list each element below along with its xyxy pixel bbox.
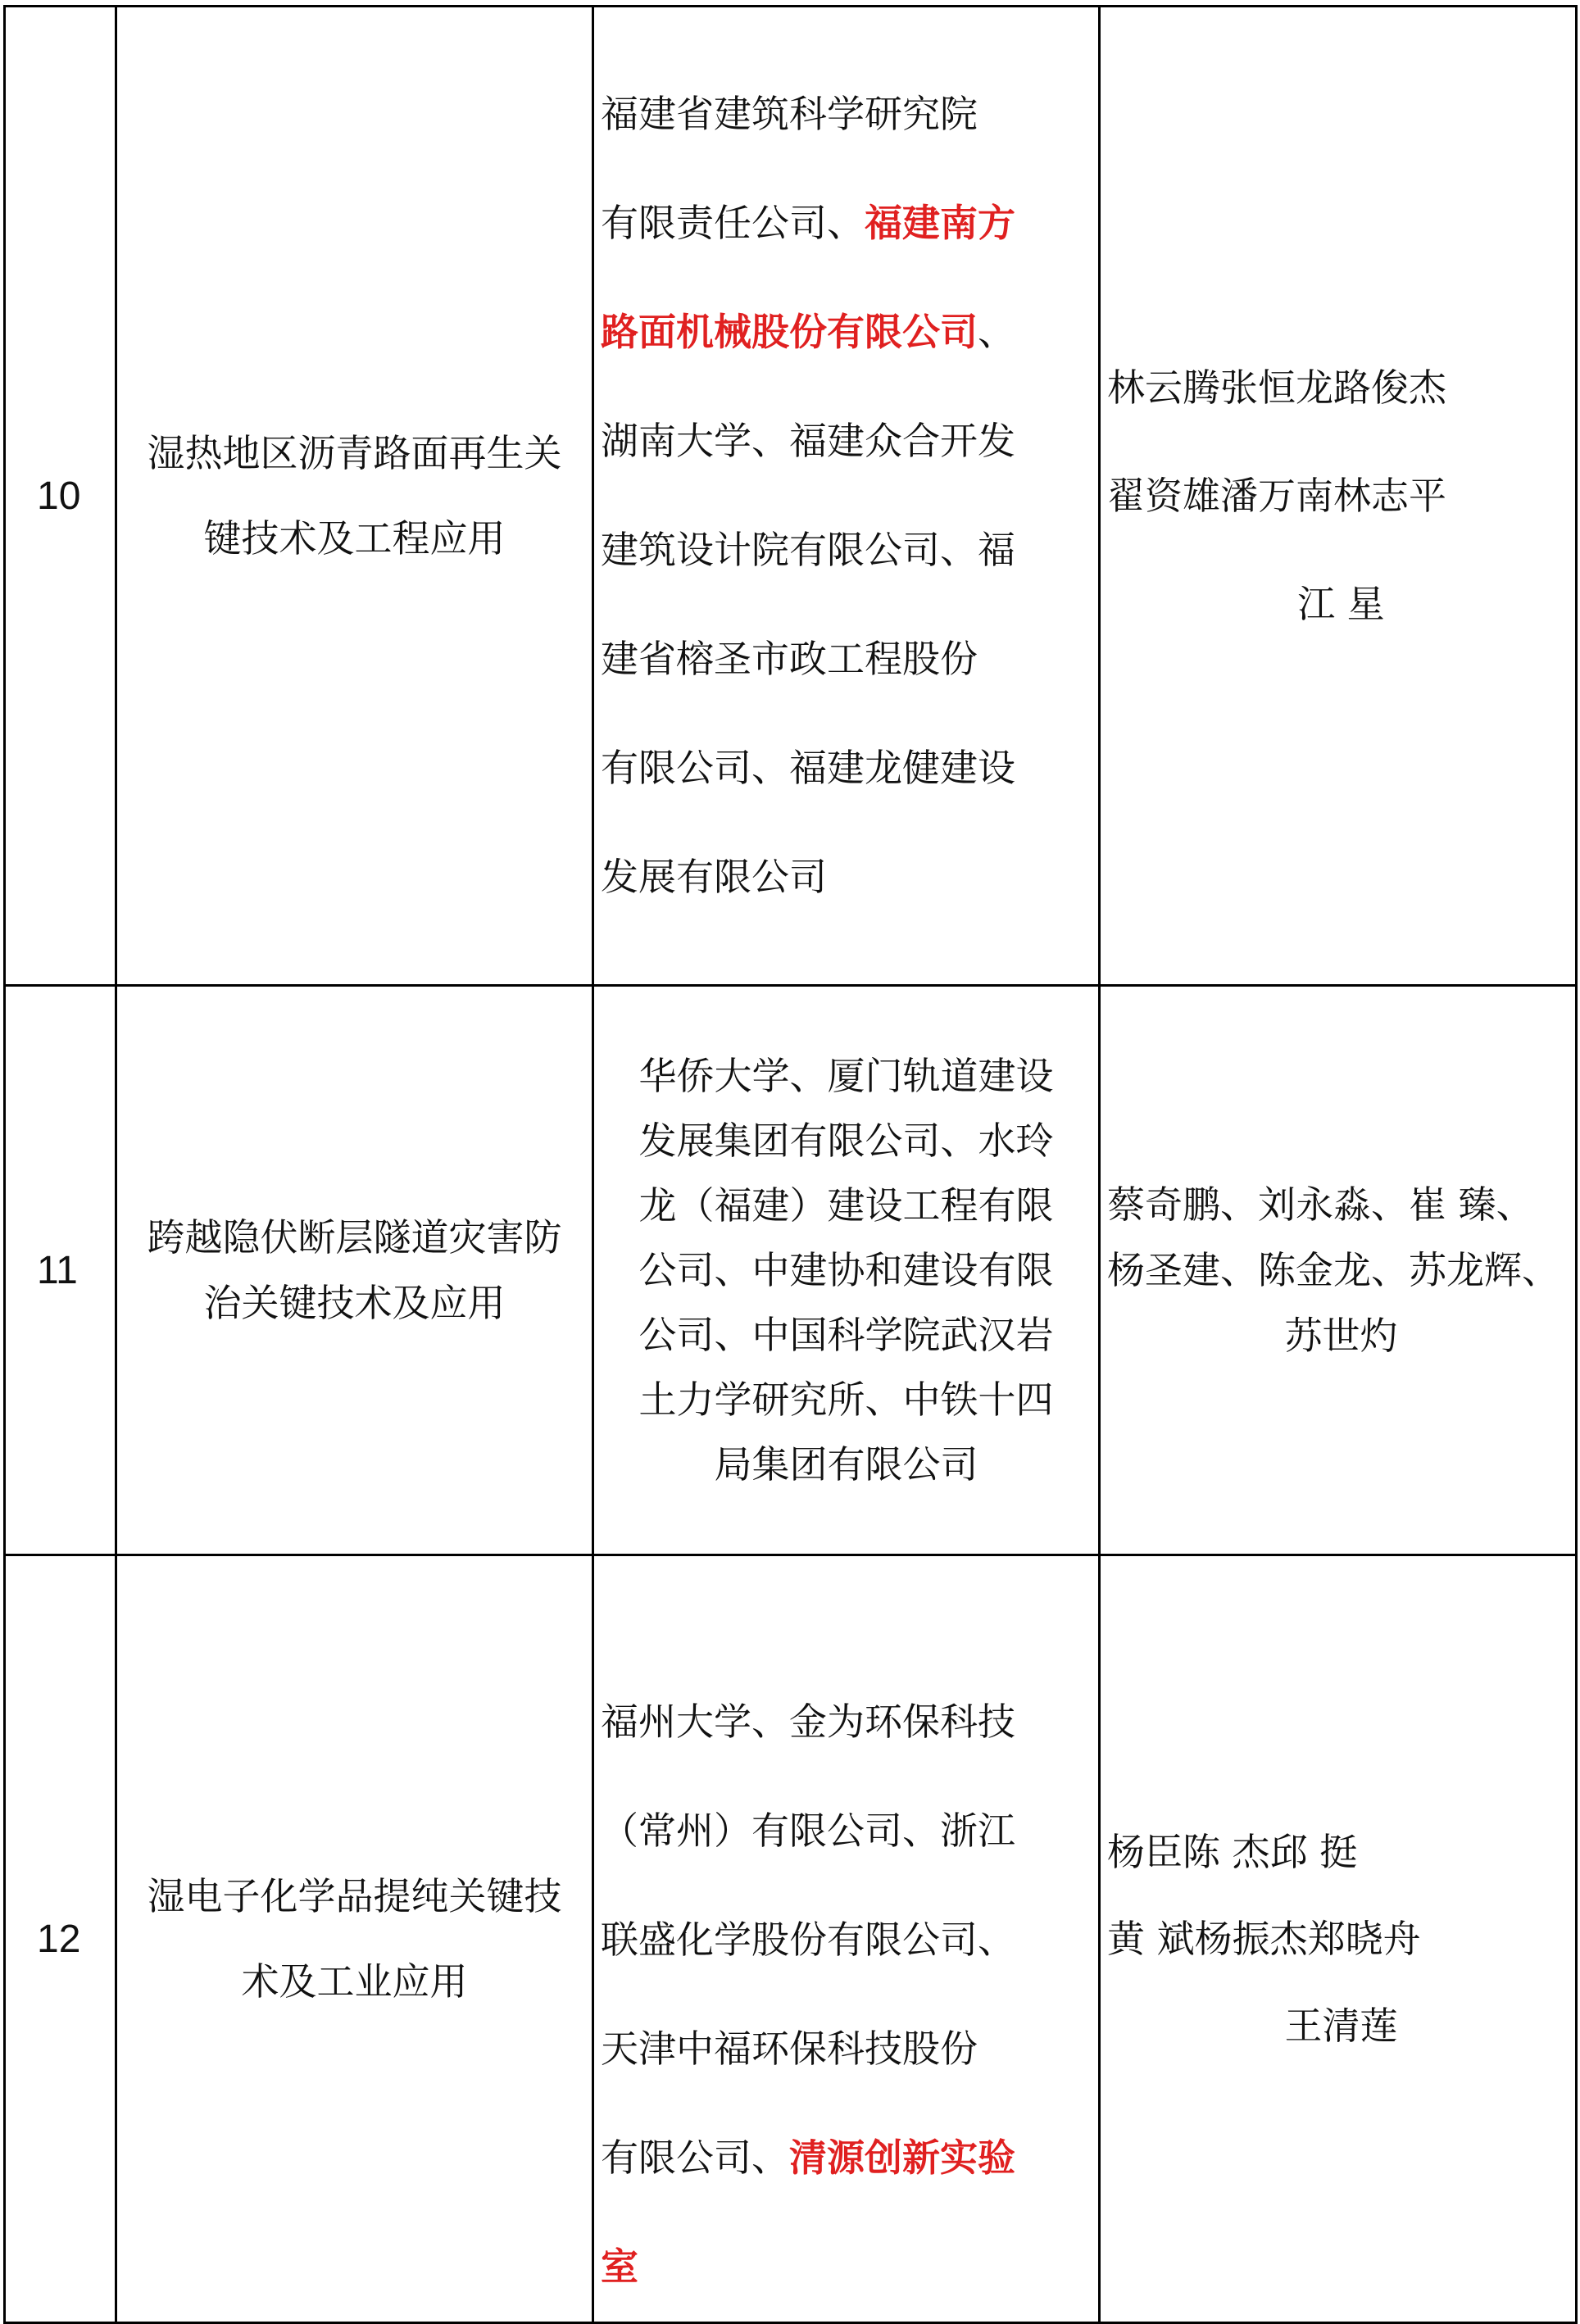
people-line: 苏世灼 xyxy=(1284,1314,1398,1358)
org-text: 、 xyxy=(978,310,1015,354)
org-line: 联盛化学股份有限公司、 xyxy=(601,1918,1015,1962)
people-line: 杨圣建、陈金龙、苏龙辉、 xyxy=(1107,1248,1560,1292)
org-line xyxy=(601,2104,1098,2213)
org-highlight: 室 xyxy=(601,2245,638,2289)
row-number: 12 xyxy=(5,1555,116,2323)
project-name xyxy=(116,7,593,986)
org-line: 华侨大学、厦门轨道建设 xyxy=(638,1053,1054,1098)
project-name-line: 治关键技术及应用 xyxy=(203,1281,506,1325)
org-highlight: 福建南方 xyxy=(865,201,1015,245)
people-line: 黄 斌杨振杰郑晓舟 xyxy=(1107,1917,1421,1961)
project-name xyxy=(116,1555,593,2323)
people-line: 翟资雄潘万南林志平 xyxy=(1107,474,1446,518)
organizations xyxy=(593,1555,1100,2323)
org-line: 建筑设计院有限公司、福 xyxy=(601,528,1015,572)
people-line: 杨臣陈 杰邱 挺 xyxy=(1107,1830,1358,1874)
org-line: 龙（福建）建设工程有限 xyxy=(638,1182,1054,1228)
org-line: 公司、中国科学院武汉岩 xyxy=(638,1312,1054,1357)
org-highlight: 路面机械股份有限公司 xyxy=(601,310,978,354)
org-line: 发展集团有限公司、水玲 xyxy=(638,1118,1054,1163)
organizations xyxy=(593,7,1100,986)
project-name-line: 湿热地区沥青路面再生关 xyxy=(147,431,562,475)
org-line: 天津中福环保科技股份 xyxy=(601,2027,978,2071)
people-line: 王清莲 xyxy=(1284,2004,1398,2048)
project-name-line: 跨越隐伏断层隧道灾害防 xyxy=(147,1215,562,1260)
org-line: 公司、中建协和建设有限 xyxy=(638,1247,1054,1292)
org-line xyxy=(601,169,1098,278)
award-table xyxy=(3,5,1578,2324)
org-line: 发展有限公司 xyxy=(601,855,827,899)
table-row xyxy=(5,1555,1577,2323)
org-text: 有限责任公司、 xyxy=(601,201,865,245)
org-line xyxy=(601,278,1098,387)
org-text: 有限公司、 xyxy=(601,2136,789,2180)
org-line: 福建省建筑科学研究院 xyxy=(601,92,978,136)
people-line: 蔡奇鹏、刘永淼、崔 臻、 xyxy=(1107,1182,1534,1227)
people xyxy=(1100,1555,1577,2323)
row-number: 10 xyxy=(5,7,116,986)
people-line: 江 星 xyxy=(1297,582,1385,626)
organizations xyxy=(593,986,1100,1555)
row-number: 11 xyxy=(5,986,116,1555)
people-line: 林云腾张恒龙路俊杰 xyxy=(1107,365,1446,410)
project-name-line: 湿电子化学品提纯关键技 xyxy=(147,1874,562,1918)
org-line: 土力学研究所、中铁十四 xyxy=(638,1377,1054,1422)
org-line: 建省榕圣市政工程股份 xyxy=(601,637,978,681)
table-row xyxy=(5,986,1577,1555)
org-line: 局集团有限公司 xyxy=(714,1441,978,1487)
people xyxy=(1100,986,1577,1555)
org-line: 湖南大学、福建众合开发 xyxy=(601,419,1015,463)
project-name xyxy=(116,986,593,1555)
org-line: 有限公司、福建龙健建设 xyxy=(601,746,1015,790)
org-highlight: 清源创新实验 xyxy=(789,2136,1015,2180)
table-row xyxy=(5,7,1577,986)
project-name-line: 键技术及工程应用 xyxy=(203,516,506,561)
people xyxy=(1100,7,1577,986)
project-name-line: 术及工业应用 xyxy=(241,1959,468,2004)
org-line: 福州大学、金为环保科技 xyxy=(601,1700,1015,1744)
org-line: （常州）有限公司、浙江 xyxy=(601,1809,1015,1853)
